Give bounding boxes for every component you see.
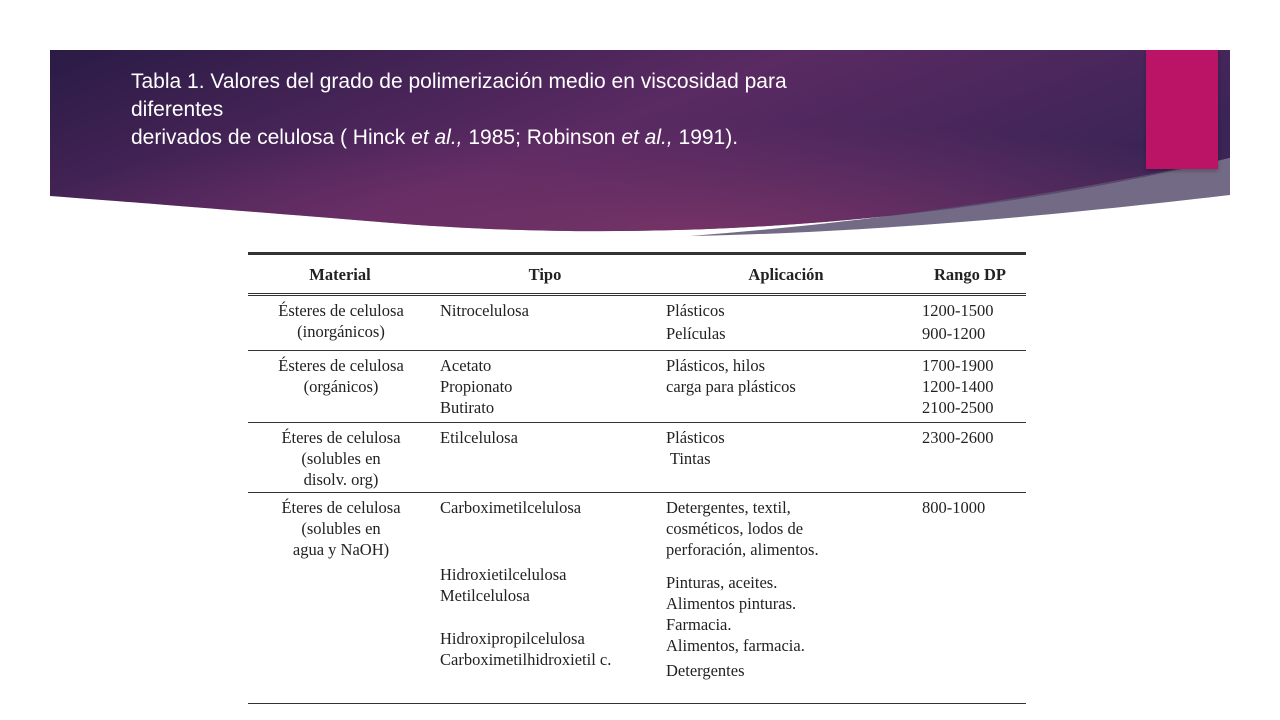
cell-rango: 1200-1500 900-1200 <box>914 295 1026 351</box>
cell-aplicacion: Plásticos, hilos carga para plásticos <box>658 351 914 423</box>
cell-material: Ésteres de celulosa (orgánicos) <box>248 351 432 423</box>
cell-rango: 1700-1900 1200-1400 2100-2500 <box>914 351 1026 423</box>
accent-tab <box>1146 50 1218 169</box>
table-row <box>248 423 1026 493</box>
cell-aplicacion: Detergentes, textil, cosméticos, lodos de perforación, alimentos. Pinturas, aceites. Alimentos pinturas. Farmacia. Alimentos, farmacia. Detergentes <box>658 493 914 704</box>
cell-aplicacion: Plásticos Películas <box>658 295 914 351</box>
polymerization-table <box>248 252 1026 704</box>
cell-material: Éteres de celulosa (solubles en agua y NaOH) <box>248 493 432 704</box>
title-line-1: Tabla 1. Valores del grado de polimerización medio en viscosidad para <box>131 70 787 93</box>
cell-tipo: Nitrocelulosa <box>432 295 658 351</box>
header-material: Material <box>248 254 432 295</box>
table-header-row <box>248 254 1026 295</box>
table-row <box>248 295 1026 351</box>
cell-material: Éteres de celulosa (solubles en disolv. org) <box>248 423 432 493</box>
table-row <box>248 493 1026 704</box>
cell-rango: 800-1000 <box>914 493 1026 704</box>
cell-tipo: Acetato Propionato Butirato <box>432 351 658 423</box>
title-line-3: derivados de celulosa ( Hinck et al., 1985; Robinson et al., 1991). <box>131 126 739 149</box>
table-row <box>248 351 1026 423</box>
header-tipo: Tipo <box>432 254 658 295</box>
cell-aplicacion: Plásticos Tintas <box>658 423 914 493</box>
header-rango: Rango DP <box>914 254 1026 295</box>
cell-material: Ésteres de celulosa (inorgánicos) <box>248 295 432 351</box>
cell-tipo: Etilcelulosa <box>432 423 658 493</box>
header-aplicacion: Aplicación <box>658 254 914 295</box>
cell-tipo: Carboximetilcelulosa Hidroxietilcelulosa Metilcelulosa Hidroxipropilcelulosa Carboximetilhidroxietil c. <box>432 493 658 704</box>
cell-rango: 2300-2600 <box>914 423 1026 493</box>
slide-title <box>131 68 1031 152</box>
title-line-2: diferentes <box>131 98 224 121</box>
